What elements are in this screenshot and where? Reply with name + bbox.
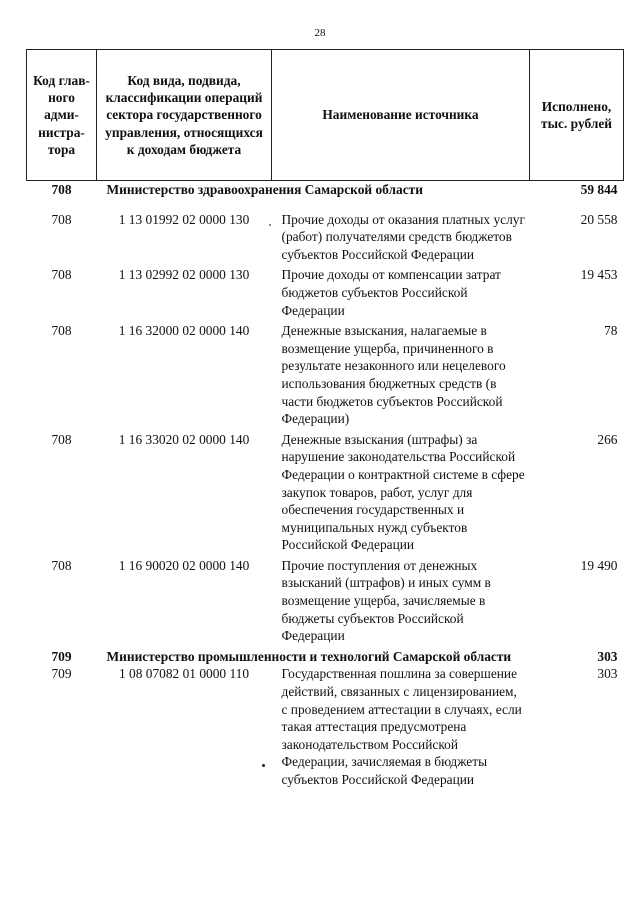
table-row [27,211,624,267]
row-classification-code: 1 13 02992 02 0000 130 [118,267,250,283]
ministry-total: 303 [597,648,618,664]
ministry-title: Министерство промышленности и технологий Самарской области [106,648,512,664]
row-admin-code: 708 [51,323,72,339]
row-source-name: Денежные взыскания (штрафы) за нарушение законодательства Российской Федерации о контрактной системе в сфере закупок товаров, работ, услуг для обеспечения государственных и муниципальных нужд субъектов Российской Федерации [281,431,525,553]
row-amount: 19 453 [580,267,618,283]
ministry-row [27,181,624,199]
row-classification-code: 1 08 07082 01 0000 110 [118,666,250,682]
row-classification-code: 1 16 33020 02 0000 140 [118,431,250,447]
ministry-row [27,648,624,666]
row-source-name: Прочие доходы от компенсации затрат бюджетов субъектов Российской Федерации [281,267,501,318]
row-admin-code: 709 [51,666,72,682]
table-row [27,266,624,322]
row-amount: 303 [597,666,618,682]
ministry-admin-code: 708 [51,182,72,197]
row-amount: 266 [597,431,618,447]
scan-dot [262,764,265,767]
table-row [27,665,624,791]
header-executed: Исполнено, тыс. рублей [530,50,624,181]
header-classification-code: Код вида, подвида, классификации операций сектора государственного управления, относящихся к доходам бюджета [97,50,272,181]
row-admin-code: 708 [51,211,72,227]
table-row [27,557,624,648]
page-number: 28 [314,27,326,39]
row-amount: 19 490 [580,557,618,573]
table-header [27,50,624,181]
row-source-name: Прочие доходы от оказания платных услуг (работ) получателями средств бюджетов субъектов Российской Федерации [281,211,525,262]
table-row [27,431,624,557]
row-amount: 78 [604,323,618,339]
row-amount: 20 558 [580,211,618,227]
row-admin-code: 708 [51,431,72,447]
row-classification-code: 1 13 01992 02 0000 130 [118,211,250,227]
scan-speck [269,224,271,226]
revenue-table [26,49,624,792]
row-source-name: Государственная пошлина за совершение действий, связанных с лицензированием, с проведением аттестации в случаях, если такая аттестация предусмотрена законодательством Российской Федерации, зачисляемая в бюджеты субъектов Российской Федерации [281,666,522,787]
row-classification-code: 1 16 32000 02 0000 140 [118,323,250,339]
row-admin-code: 708 [51,557,72,573]
row-classification-code: 1 16 90020 02 0000 140 [118,557,250,573]
row-source-name: Прочие поступления от денежных взысканий (штрафов) и иных сумм в возмещение ущерба, зачисляемые в бюджеты субъектов Российской Федерации [281,557,491,644]
header-source-name: Наименование источника [272,50,530,181]
ministry-title: Министерство здравоохранения Самарской области [106,182,423,197]
table-row [27,322,624,431]
row-source-name: Денежные взыскания, налагаемые в возмещение ущерба, причиненного в результате незаконного или нецелевого использования бюджетных средств (в части бюджетов субъектов Российской Федерации) [281,323,506,427]
ministry-admin-code: 709 [51,648,72,664]
ministry-total: 59 844 [580,182,618,197]
row-admin-code: 708 [51,267,72,283]
header-admin-code: Код глав-ного адми-нистра-тора [27,50,97,181]
